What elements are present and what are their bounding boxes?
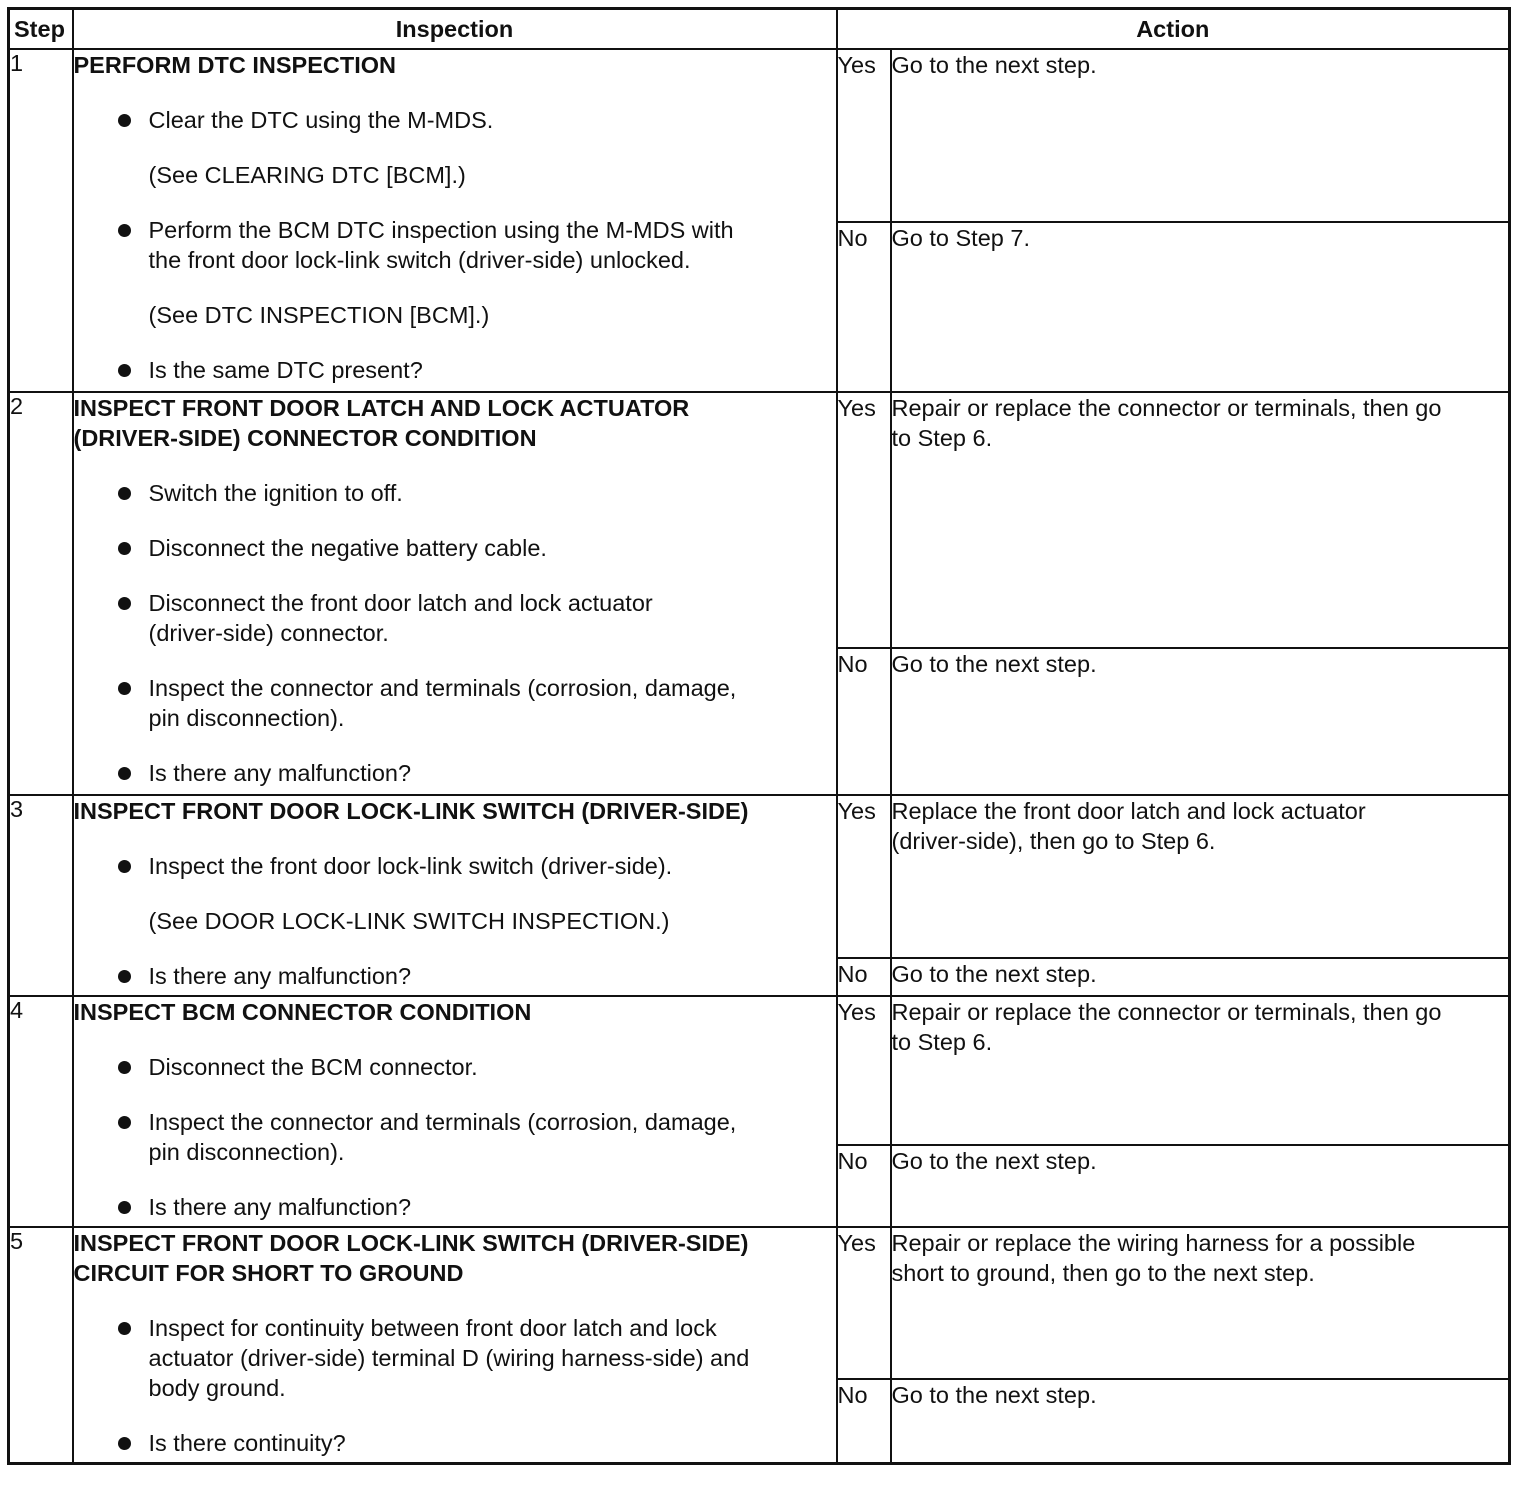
bullet-icon <box>118 1061 131 1074</box>
step-3-inspection <box>73 795 837 996</box>
bullet-text: Inspect the connector and terminals (corrosion, damage, <box>148 675 737 701</box>
step-4-row <box>9 996 1510 1145</box>
bullet-text: Is there any malfunction? <box>148 963 412 989</box>
step-1-row <box>9 49 1510 222</box>
bullet-item <box>74 105 836 135</box>
no-label: No <box>837 1145 891 1227</box>
step-1-inspection <box>73 49 837 392</box>
bullet-icon <box>118 767 131 780</box>
step-4-inspection <box>73 996 837 1227</box>
bullet-icon <box>118 224 131 237</box>
no-action: Go to the next step. <box>891 958 1510 996</box>
bullet-icon <box>118 1116 131 1129</box>
step-title: INSPECT BCM CONNECTOR CONDITION <box>73 999 532 1025</box>
yes-label: Yes <box>837 49 891 222</box>
bullet-text: Is the same DTC present? <box>148 357 423 383</box>
step-3-row <box>9 795 1510 958</box>
reference-text: (See CLEARING DTC [BCM].) <box>148 162 466 188</box>
step-2-row <box>9 392 1510 648</box>
yes-action: Replace the front door latch and lock actuator (driver-side), then go to Step 6. <box>891 795 1510 958</box>
diagnostic-procedure-table <box>7 7 1511 1465</box>
header-row <box>9 9 1510 50</box>
bullet-icon <box>118 597 131 610</box>
no-label: No <box>837 222 891 392</box>
bullet-text: pin disconnection). <box>148 1139 345 1165</box>
bullet-item <box>74 1428 836 1462</box>
bullet-text: the front door lock-link switch (driver-side) unlocked. <box>148 247 691 273</box>
bullet-text: pin disconnection). <box>148 705 345 731</box>
bullet-item <box>74 355 836 391</box>
bullet-icon <box>118 860 131 873</box>
yes-label: Yes <box>837 392 891 648</box>
no-action: Go to the next step. <box>891 1379 1510 1464</box>
no-action: Go to the next step. <box>891 1145 1510 1227</box>
bullet-text: Inspect for continuity between front door latch and lock <box>148 1315 717 1341</box>
bullet-text: Switch the ignition to off. <box>148 480 403 506</box>
step-2-inspection <box>73 392 837 795</box>
yes-label: Yes <box>837 795 891 958</box>
bullet-text: (driver-side) connector. <box>148 620 389 646</box>
header-action: Action <box>837 9 1510 50</box>
no-label: No <box>837 958 891 996</box>
step-number: 2 <box>9 392 73 795</box>
bullet-icon <box>118 970 131 983</box>
bullet-icon <box>118 1322 131 1335</box>
bullet-item <box>74 1192 836 1226</box>
bullet-text: Is there any malfunction? <box>148 760 412 786</box>
no-label: No <box>837 1379 891 1464</box>
bullet-icon <box>118 1201 131 1214</box>
bullet-item <box>74 215 836 275</box>
reference-text: (See DOOR LOCK-LINK SWITCH INSPECTION.) <box>148 908 670 934</box>
yes-action: Go to the next step. <box>891 49 1510 222</box>
bullet-text: Is there any malfunction? <box>148 1194 412 1220</box>
bullet-item <box>74 851 836 881</box>
bullet-icon <box>118 1437 131 1450</box>
bullet-item <box>74 758 836 794</box>
step-number: 5 <box>9 1227 73 1464</box>
bullet-item <box>74 961 836 995</box>
bullet-text: Disconnect the BCM connector. <box>148 1054 478 1080</box>
step-number: 1 <box>9 49 73 392</box>
step-number: 3 <box>9 795 73 996</box>
yes-action: Repair or replace the connector or terminals, then go to Step 6. <box>891 392 1510 648</box>
no-action: Go to the next step. <box>891 648 1510 795</box>
no-action: Go to Step 7. <box>891 222 1510 392</box>
bullet-item <box>74 1313 836 1403</box>
bullet-text: Inspect the connector and terminals (corrosion, damage, <box>148 1109 737 1135</box>
bullet-text: body ground. <box>148 1375 286 1401</box>
bullet-text: Inspect the front door lock-link switch (driver-side). <box>148 853 673 879</box>
step-title: PERFORM DTC INSPECTION <box>73 52 396 78</box>
no-label: No <box>837 648 891 795</box>
header-inspection: Inspection <box>73 9 837 50</box>
yes-action: Repair or replace the wiring harness for a possible short to ground, then go to the next step. <box>891 1227 1510 1379</box>
bullet-text: actuator (driver-side) terminal D (wiring harness-side) and <box>148 1345 750 1371</box>
yes-label: Yes <box>837 1227 891 1379</box>
bullet-icon <box>118 364 131 377</box>
bullet-text: Perform the BCM DTC inspection using the M-MDS with <box>148 217 734 243</box>
step-5-inspection <box>73 1227 837 1464</box>
bullet-item <box>74 588 836 648</box>
bullet-icon <box>118 114 131 127</box>
yes-label: Yes <box>837 996 891 1145</box>
step-5-row <box>9 1227 1510 1379</box>
bullet-text: Is there continuity? <box>148 1430 346 1456</box>
bullet-icon <box>118 682 131 695</box>
yes-action: Repair or replace the connector or terminals, then go to Step 6. <box>891 996 1510 1145</box>
reference-text: (See DTC INSPECTION [BCM].) <box>148 302 490 328</box>
bullet-item <box>74 533 836 563</box>
bullet-text: Clear the DTC using the M-MDS. <box>148 107 494 133</box>
bullet-item <box>74 478 836 508</box>
header-step: Step <box>9 9 73 50</box>
bullet-icon <box>118 542 131 555</box>
bullet-text: Disconnect the front door latch and lock actuator <box>148 590 653 616</box>
step-title: INSPECT FRONT DOOR LOCK-LINK SWITCH (DRIVER-SIDE) <box>73 798 749 824</box>
step-title: INSPECT FRONT DOOR LOCK-LINK SWITCH (DRIVER-SIDE) CIRCUIT FOR SHORT TO GROUND <box>73 1230 749 1286</box>
step-title: INSPECT FRONT DOOR LATCH AND LOCK ACTUATOR (DRIVER-SIDE) CONNECTOR CONDITION <box>73 395 690 451</box>
bullet-text: Disconnect the negative battery cable. <box>148 535 547 561</box>
bullet-item <box>74 1052 836 1082</box>
step-number: 4 <box>9 996 73 1227</box>
bullet-icon <box>118 487 131 500</box>
bullet-item <box>74 673 836 733</box>
bullet-item <box>74 1107 836 1167</box>
